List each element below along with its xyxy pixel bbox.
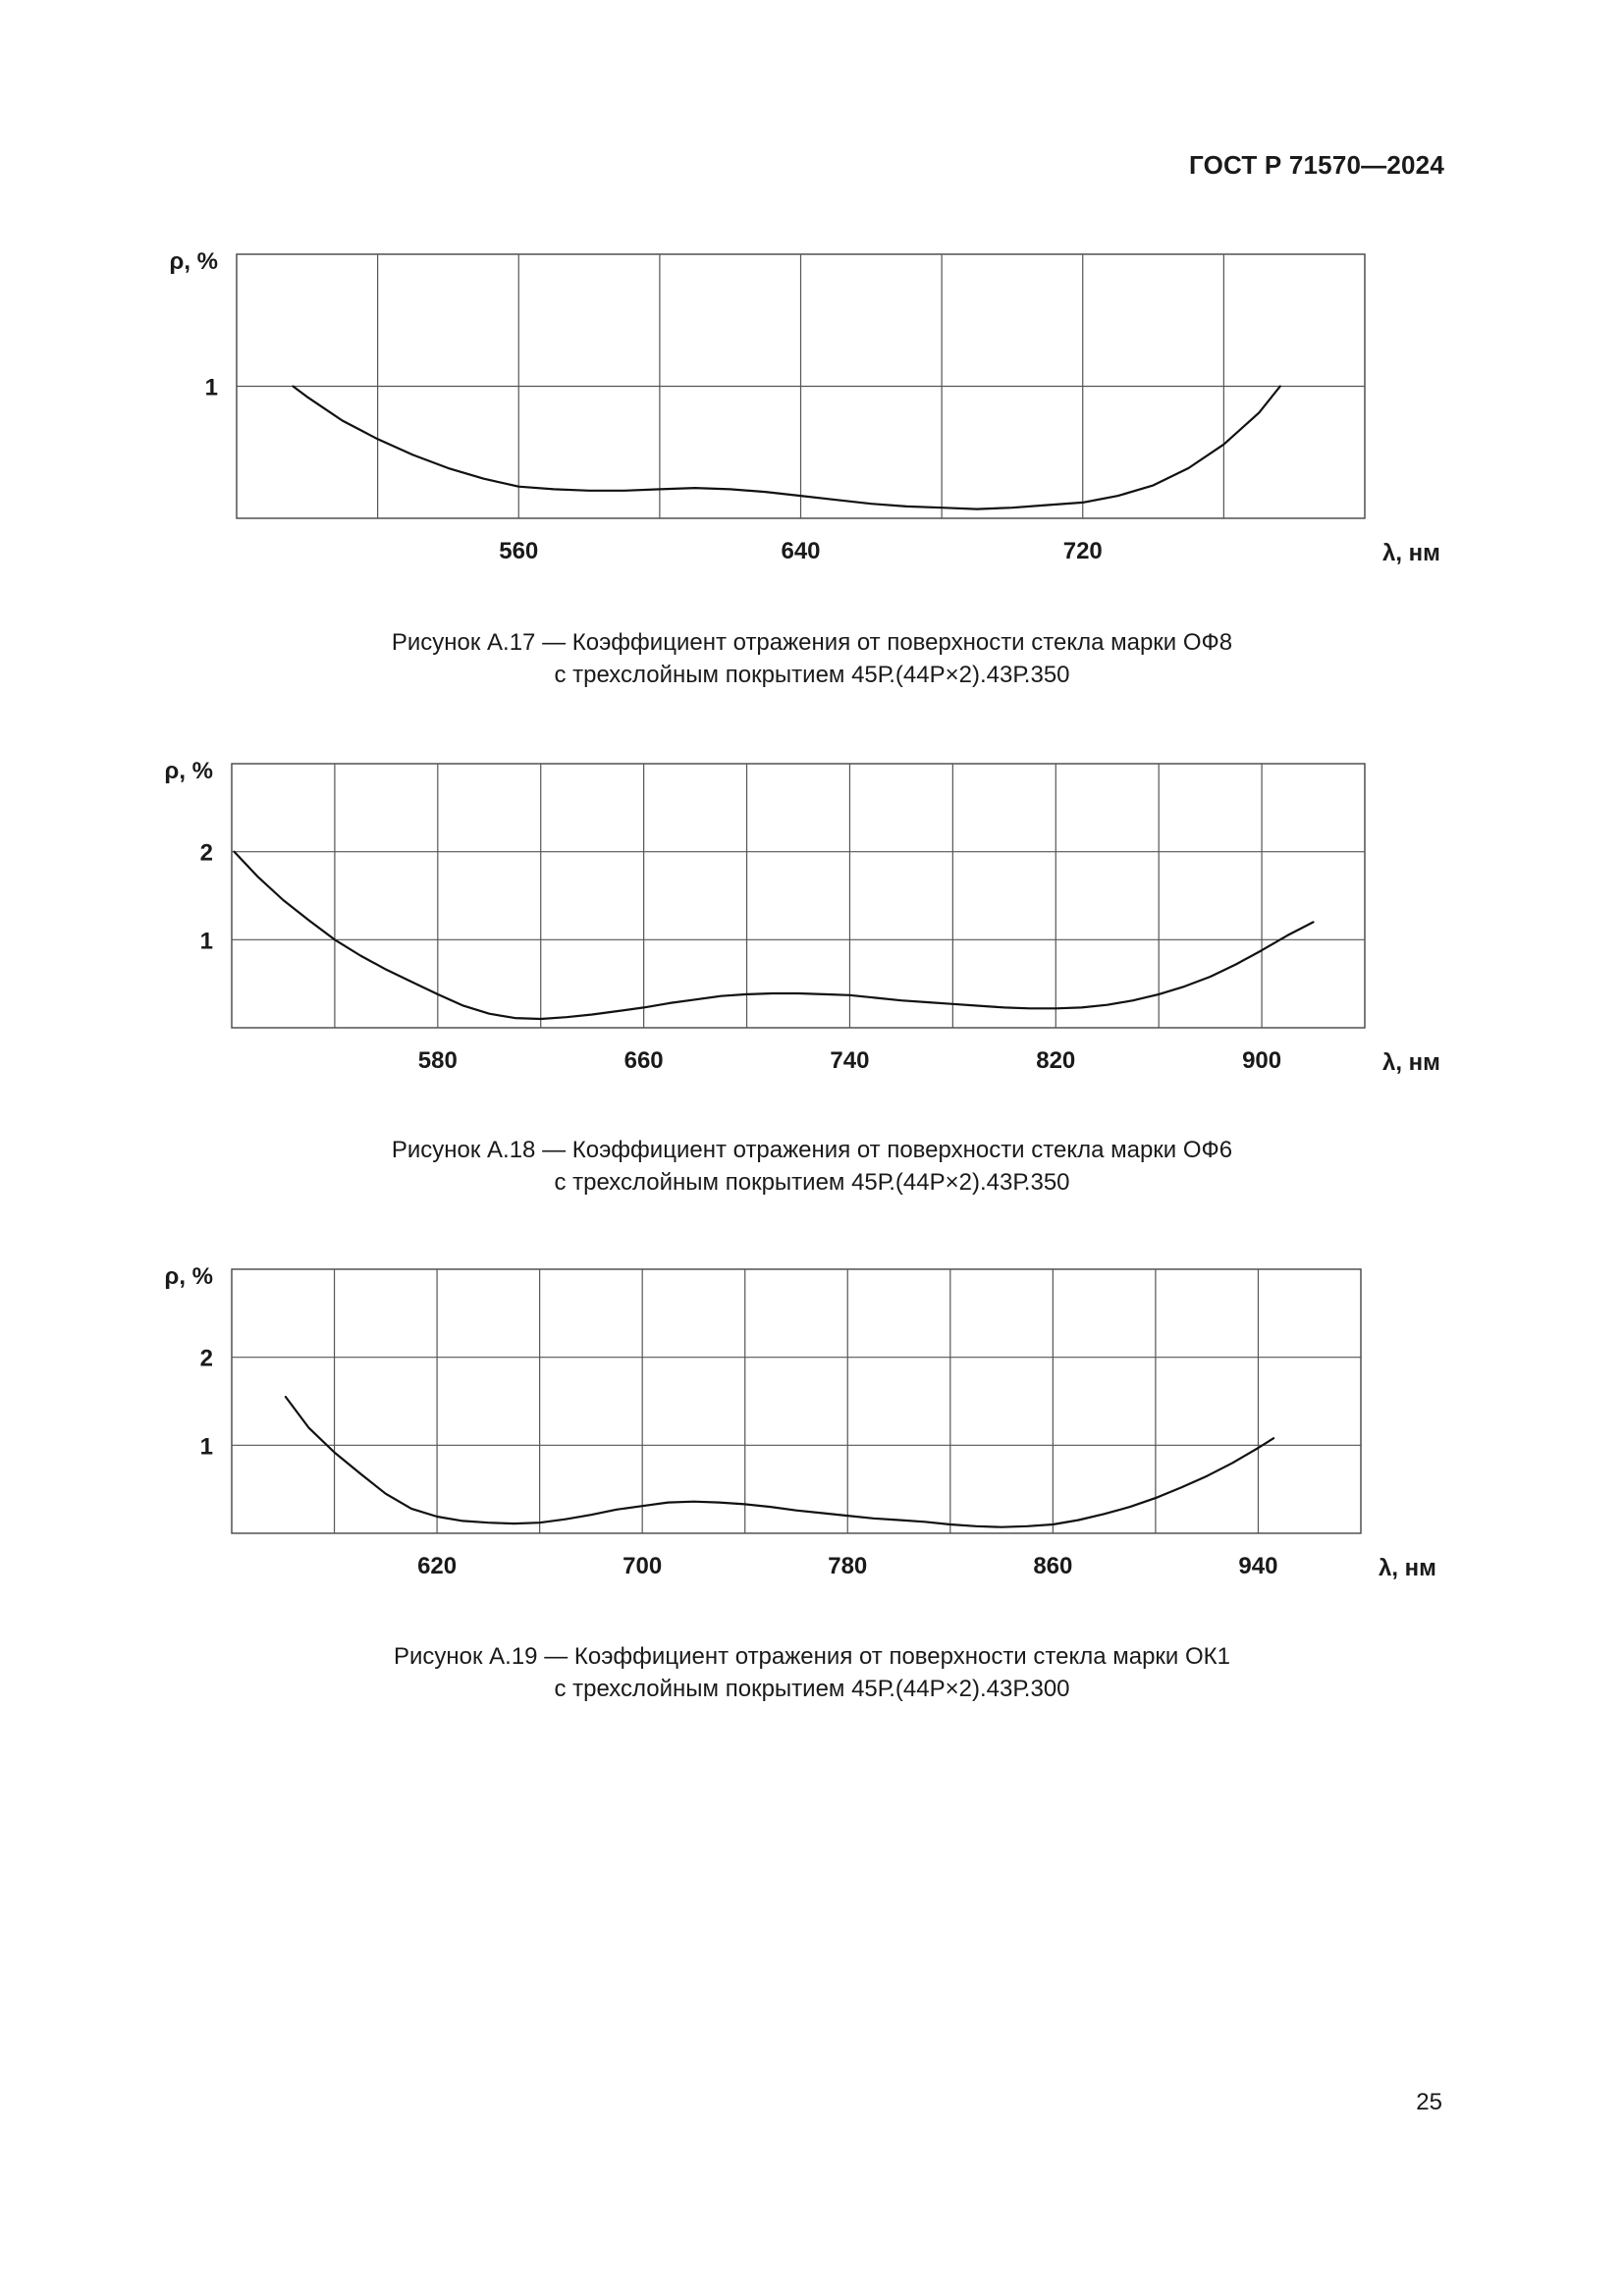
y-axis-label: ρ, % [169, 248, 218, 275]
y-tick-label: 2 [199, 839, 213, 867]
y-tick-label: 1 [204, 374, 218, 401]
reflectance-curve [286, 1397, 1273, 1527]
x-tick-label: 780 [828, 1553, 868, 1579]
x-axis-label: λ, нм [1382, 1049, 1440, 1076]
x-tick-label: 640 [781, 538, 821, 564]
y-tick-label: 1 [199, 928, 213, 955]
caption-a19 [0, 1640, 1624, 1705]
x-tick-label: 740 [830, 1047, 870, 1074]
document-header-standard: ГОСТ Р 71570—2024 [1189, 150, 1444, 180]
y-tick-label: 1 [199, 1433, 213, 1461]
y-tick-label: 2 [199, 1345, 213, 1372]
caption-a18-line1: Рисунок А.18 — Коэффициент отражения от поверхности стекла марки ОФ6 [391, 1137, 1233, 1163]
caption-a19-line1: Рисунок А.19 — Коэффициент отражения от поверхности стекла марки ОК1 [393, 1643, 1231, 1670]
x-tick-label: 860 [1033, 1553, 1073, 1579]
caption-a18-line2: с трехслойным покрытием 45Р.(44Р×2).43Р.350 [554, 1169, 1070, 1196]
caption-a17-line1: Рисунок А.17 — Коэффициент отражения от поверхности стекла марки ОФ8 [391, 629, 1233, 656]
x-tick-label: 820 [1036, 1047, 1076, 1074]
x-tick-label: 700 [623, 1553, 663, 1579]
page-number: 25 [1416, 2089, 1442, 2115]
x-tick-label: 620 [417, 1553, 458, 1579]
x-axis-label: λ, нм [1382, 540, 1440, 566]
x-tick-label: 940 [1238, 1553, 1278, 1579]
y-axis-label: ρ, % [164, 1263, 213, 1290]
x-axis-label: λ, нм [1379, 1555, 1436, 1581]
caption-a17-line2: с трехслойным покрытием 45Р.(44Р×2).43Р.350 [554, 662, 1070, 688]
caption-a19-line2: с трехслойным покрытием 45Р.(44Р×2).43Р.300 [554, 1676, 1070, 1702]
x-tick-label: 720 [1062, 538, 1103, 564]
plot-frame [232, 1269, 1361, 1533]
x-tick-label: 560 [499, 538, 539, 564]
x-tick-label: 900 [1242, 1047, 1282, 1074]
x-tick-label: 660 [623, 1047, 664, 1074]
y-axis-label: ρ, % [164, 758, 213, 784]
x-tick-label: 580 [417, 1047, 458, 1074]
